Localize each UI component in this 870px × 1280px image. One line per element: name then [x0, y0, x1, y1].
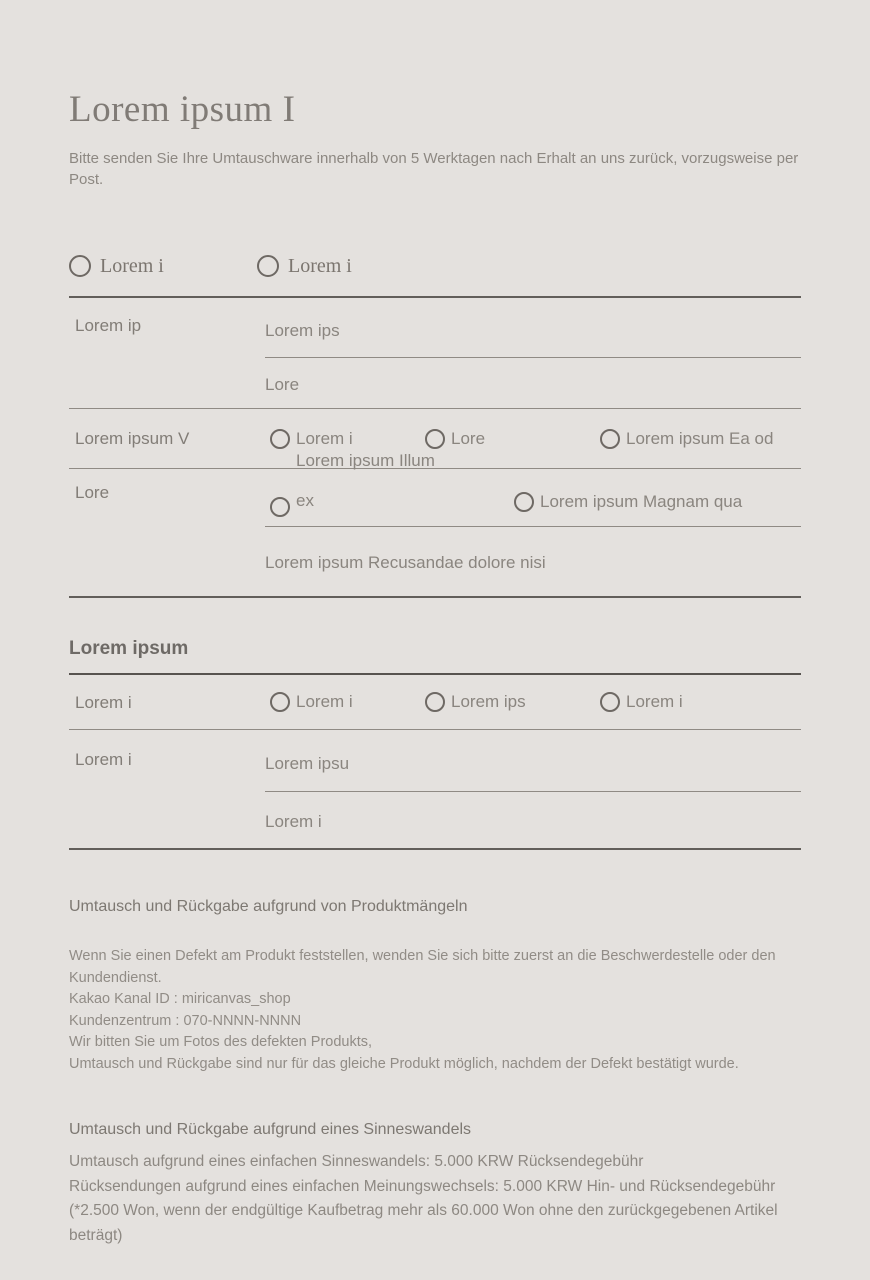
radio-label: Lorem i [296, 428, 353, 448]
row-label: Lorem i [75, 693, 132, 712]
radio-icon[interactable] [257, 255, 279, 277]
option-radio-1[interactable] [270, 692, 353, 712]
radio-icon[interactable] [514, 492, 534, 512]
form-row-options-2 [69, 451, 801, 596]
form-content [69, 0, 801, 1248]
page-subtitle: Bitte senden Sie Ihre Umtauschware innerhalb von 5 Werktagen nach Erhalt an uns zurück, vorzugsweise per Post. [69, 150, 799, 188]
row-label: Lorem ip [75, 316, 142, 335]
note-line: (*2.500 Won, wenn der endgültige Kaufbetrag mehr als 60.000 Won ohne den zurückgegebenen Artikel beträgt) [69, 1202, 778, 1244]
defect-notes-paragraph [69, 946, 801, 1075]
radio-icon[interactable] [270, 497, 290, 517]
form-table-1 [69, 296, 801, 598]
form-row-address [69, 730, 801, 848]
note-line: Kakao Kanal ID : miricanvas_shop [69, 991, 291, 1007]
form-row-options-1 [69, 409, 801, 469]
defect-notes-heading: Umtausch und Rückgabe aufgrund von Produktmängeln [69, 898, 468, 915]
field-value: Lore [265, 375, 300, 394]
radio-icon[interactable] [69, 255, 91, 277]
radio-icon[interactable] [270, 692, 290, 712]
change-of-mind-notes-heading: Umtausch und Rückgabe aufgrund eines Sinneswandels [69, 1121, 472, 1138]
option-radio-1[interactable] [270, 451, 435, 521]
row-fields [265, 730, 801, 848]
text-input-field[interactable] [265, 298, 801, 358]
note-line: Wenn Sie einen Defekt am Produkt feststellen, wenden Sie sich bitte zuerst an die Beschwerdestelle oder den Kundendienst. [69, 948, 776, 986]
radio-icon[interactable] [270, 429, 290, 449]
option-radio-2[interactable] [514, 492, 742, 512]
change-of-mind-notes-paragraph [69, 1150, 801, 1248]
option-radio-3[interactable] [600, 692, 683, 712]
page-title: Lorem ipsum I [69, 89, 296, 130]
field-value: Lorem i [265, 812, 322, 831]
radio-label: Lorem i [296, 692, 353, 711]
radio-icon[interactable] [600, 429, 620, 449]
radio-label: Lorem ipsum Ea od [626, 428, 774, 448]
radio-label: Lorem i [100, 254, 164, 277]
form-type-option-2[interactable] [257, 255, 445, 278]
radio-label: Lorem i [288, 254, 352, 277]
option-line [265, 451, 801, 527]
radio-label [296, 451, 435, 521]
note-line: Umtausch aufgrund eines einfachen Sinneswandels: 5.000 KRW Rücksendegebühr [69, 1153, 644, 1170]
text-input-field[interactable] [265, 792, 801, 832]
form-row-name [69, 298, 801, 409]
radio-icon[interactable] [425, 692, 445, 712]
section-heading: Lorem ipsum [69, 638, 801, 675]
form-type-radio-group [69, 252, 801, 280]
row-fields [265, 675, 801, 729]
row-label: Lorem ipsum V [75, 429, 190, 448]
field-value: Lorem ipsu [265, 754, 350, 773]
radio-icon[interactable] [600, 692, 620, 712]
row-fields [265, 298, 801, 408]
row-label: Lorem i [75, 750, 132, 769]
radio-label: Lore [451, 428, 486, 448]
option-radio-3[interactable] [600, 429, 773, 449]
note-line: Kundenzentrum : 070-NNNN-NNNN [69, 1012, 302, 1029]
form-type-option-1[interactable] [69, 255, 257, 278]
radio-label-line-1: Lorem ipsum Illum [296, 451, 435, 470]
note-line: Umtausch und Rückgabe sind nur für das gleiche Produkt möglich, nachdem der Defekt bestätigt wurde. [69, 1055, 739, 1072]
text-input-field[interactable] [265, 358, 801, 395]
field-value: Lorem ips [265, 321, 340, 340]
radio-label: Lorem ipsum Magnam qua [540, 492, 743, 511]
form-row-options-3 [69, 675, 801, 730]
form-table-2 [69, 675, 801, 850]
option-radio-2[interactable] [425, 692, 526, 712]
row-note-text: Lorem ipsum Recusandae dolore nisi [265, 553, 546, 572]
note-line: Wir bitten Sie um Fotos des defekten Produkts, [69, 1034, 373, 1050]
row-fields [265, 451, 801, 596]
radio-label-line-2: ex [296, 491, 314, 510]
radio-label: Lorem i [626, 692, 683, 711]
row-label: Lore [75, 483, 110, 502]
radio-label: Lorem ips [451, 692, 526, 711]
text-input-field[interactable] [265, 730, 801, 792]
note-line: Rücksendungen aufgrund eines einfachen Meinungswechsels: 5.000 KRW Hin- und Rücksendegebühr [69, 1177, 776, 1195]
